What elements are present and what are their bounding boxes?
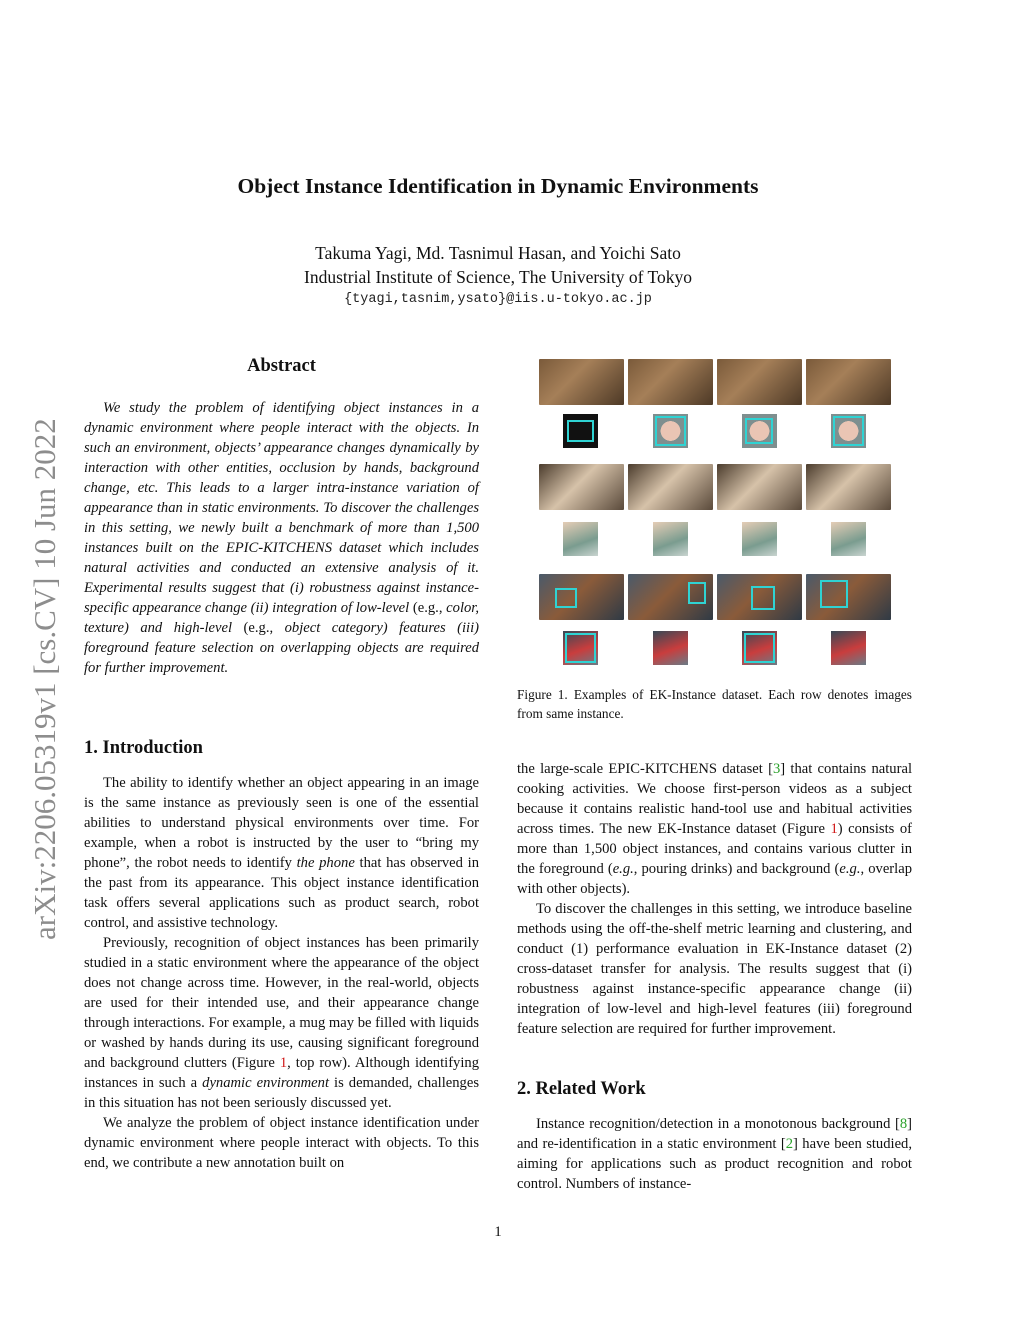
instance-crop <box>653 522 688 556</box>
scene-thumbnail <box>806 359 891 405</box>
right-column-body <box>517 759 912 1039</box>
scene-thumbnail <box>628 574 713 620</box>
intro-paragraph-2: Previously, recognition of object instances has been primarily studied in a static environment where the appearance of the object does not change across time. However, in the real-world, objects are used for their intended use, and their appearance change through interactions. For example, a mug may be filled with liquids or washed by hands during its use, causing significant foreground and background clutters (Figure 1, top row). Although identifying instances in such a dynamic environment is demanded, challenges in this situation has not been seriously discussed yet. <box>84 935 480 1111</box>
arxiv-identifier: arXiv:2206.05319v1 [cs.CV] 10 Jun 2022 <box>27 418 62 940</box>
figure-1 <box>536 356 896 668</box>
instance-crop <box>563 522 598 556</box>
author-names: Takuma Yagi, Md. Tasnimul Hasan, and Yoichi Sato <box>315 243 681 263</box>
citation-ref-link[interactable]: 8 <box>899 1116 908 1132</box>
figure-ref-link[interactable]: 1 <box>279 1055 288 1071</box>
scene-thumbnail <box>717 464 802 510</box>
intro-paragraph-3: We analyze the problem of object instance identification under dynamic environment where people interact with objects. To this end, we contribute a new annotation built on <box>84 1115 479 1171</box>
scene-thumbnail <box>628 464 713 510</box>
page-number: 1 <box>494 1224 502 1240</box>
related-work-body <box>517 1114 912 1194</box>
related-work-paragraph-1: Instance recognition/detection in a monotonous background [8] and re-identification in a static environment [2] have been studied, aiming for applications such as product recognition and robot control. Numbers of instance- <box>517 1116 912 1192</box>
instance-crop <box>831 414 866 448</box>
scene-thumbnail <box>717 574 802 620</box>
scene-thumbnail <box>539 464 624 510</box>
instance-crop <box>653 631 688 665</box>
scene-thumbnail <box>806 464 891 510</box>
instance-crop <box>831 631 866 665</box>
intro-paragraph-1: The ability to identify whether an object appearing in an image is the same instance as previously seen is one of the essential abilities to understand physical environments over time. For example, when a robot is instructed by the user to “bring my phone”, the robot needs to identify the phone that has observed in the past from its appearance. This object instance identification task offers several applications such as product search, robot control, and assistive technology. <box>84 775 479 931</box>
intro-paragraph-4: To discover the challenges in this setting, we introduce baseline methods using the off-the-shelf metric learning and clustering, and conduct (1) performance evaluation in EK-Instance dataset (2) cross-dataset transfer for analysis. The results suggest that (i) robustness against instance-specific appearance change (ii) integration of low-level and high-level features (iii) foreground feature selection are required for further improvement. <box>517 901 912 1037</box>
instance-crop <box>742 631 777 665</box>
intro-body <box>84 773 479 1173</box>
instance-crop <box>563 414 598 448</box>
paper-title: Object Instance Identification in Dynamic Environments <box>237 174 759 198</box>
scene-thumbnail <box>539 574 624 620</box>
figure-1-caption: Figure 1. Examples of EK-Instance dataset. Each row denotes images from same instance. <box>517 687 912 721</box>
scene-thumbnail <box>628 359 713 405</box>
author-email: {tyagi,tasnim,ysato}@iis.u-tokyo.ac.jp <box>344 292 652 307</box>
related-work-heading: 2. Related Work <box>517 1079 646 1099</box>
scene-thumbnail <box>717 359 802 405</box>
citation-ref-link[interactable]: 3 <box>772 761 781 777</box>
scene-thumbnail <box>539 359 624 405</box>
author-affiliation: Industrial Institute of Science, The University of Tokyo <box>304 267 692 287</box>
instance-crop <box>653 414 688 448</box>
instance-crop <box>831 522 866 556</box>
scene-thumbnail <box>806 574 891 620</box>
author-block <box>0 241 996 289</box>
figure-ref-link[interactable]: 1 <box>830 821 838 837</box>
intro-paragraph-continued: the large-scale EPIC-KITCHENS dataset [3] that contains natural cooking activities. We choose first-person videos as a subject because it contains realistic hand-tool use and habitual activities across times. The new EK-Instance dataset (Figure 1) consists of more than 1,500 object instances, and contains various clutter in the foreground (e.g., pouring drinks) and background (e.g., overlap with other objects). <box>517 761 912 897</box>
instance-crop <box>742 522 777 556</box>
abstract-text: We study the problem of identifying object instances in a dynamic environment where people interact with the objects. In such an environment, objects’ appearance changes dynamically by interaction with other entities, occlusion by hands, background change, etc. This leads to a larger intra-instance variation of appearance than in static environments. To discover the challenges in this setting, we newly built a benchmark of more than 1,500 instances built on the EPIC-KITCHENS dataset which includes natural activities and conducted an extensive analysis of it. Experimental results suggest that (i) robustness against instance-specific appearance change (ii) integration of low-level (e.g., color, texture) and high-level (e.g., object category) features (iii) foreground feature selection on overlapping objects are required for further improvement. <box>84 400 479 676</box>
instance-crop <box>742 414 777 448</box>
intro-heading: 1. Introduction <box>84 738 203 758</box>
citation-ref-link[interactable]: 2 <box>785 1136 794 1152</box>
abstract-body <box>84 398 479 678</box>
instance-crop <box>563 631 598 665</box>
abstract-heading: Abstract <box>247 356 316 376</box>
